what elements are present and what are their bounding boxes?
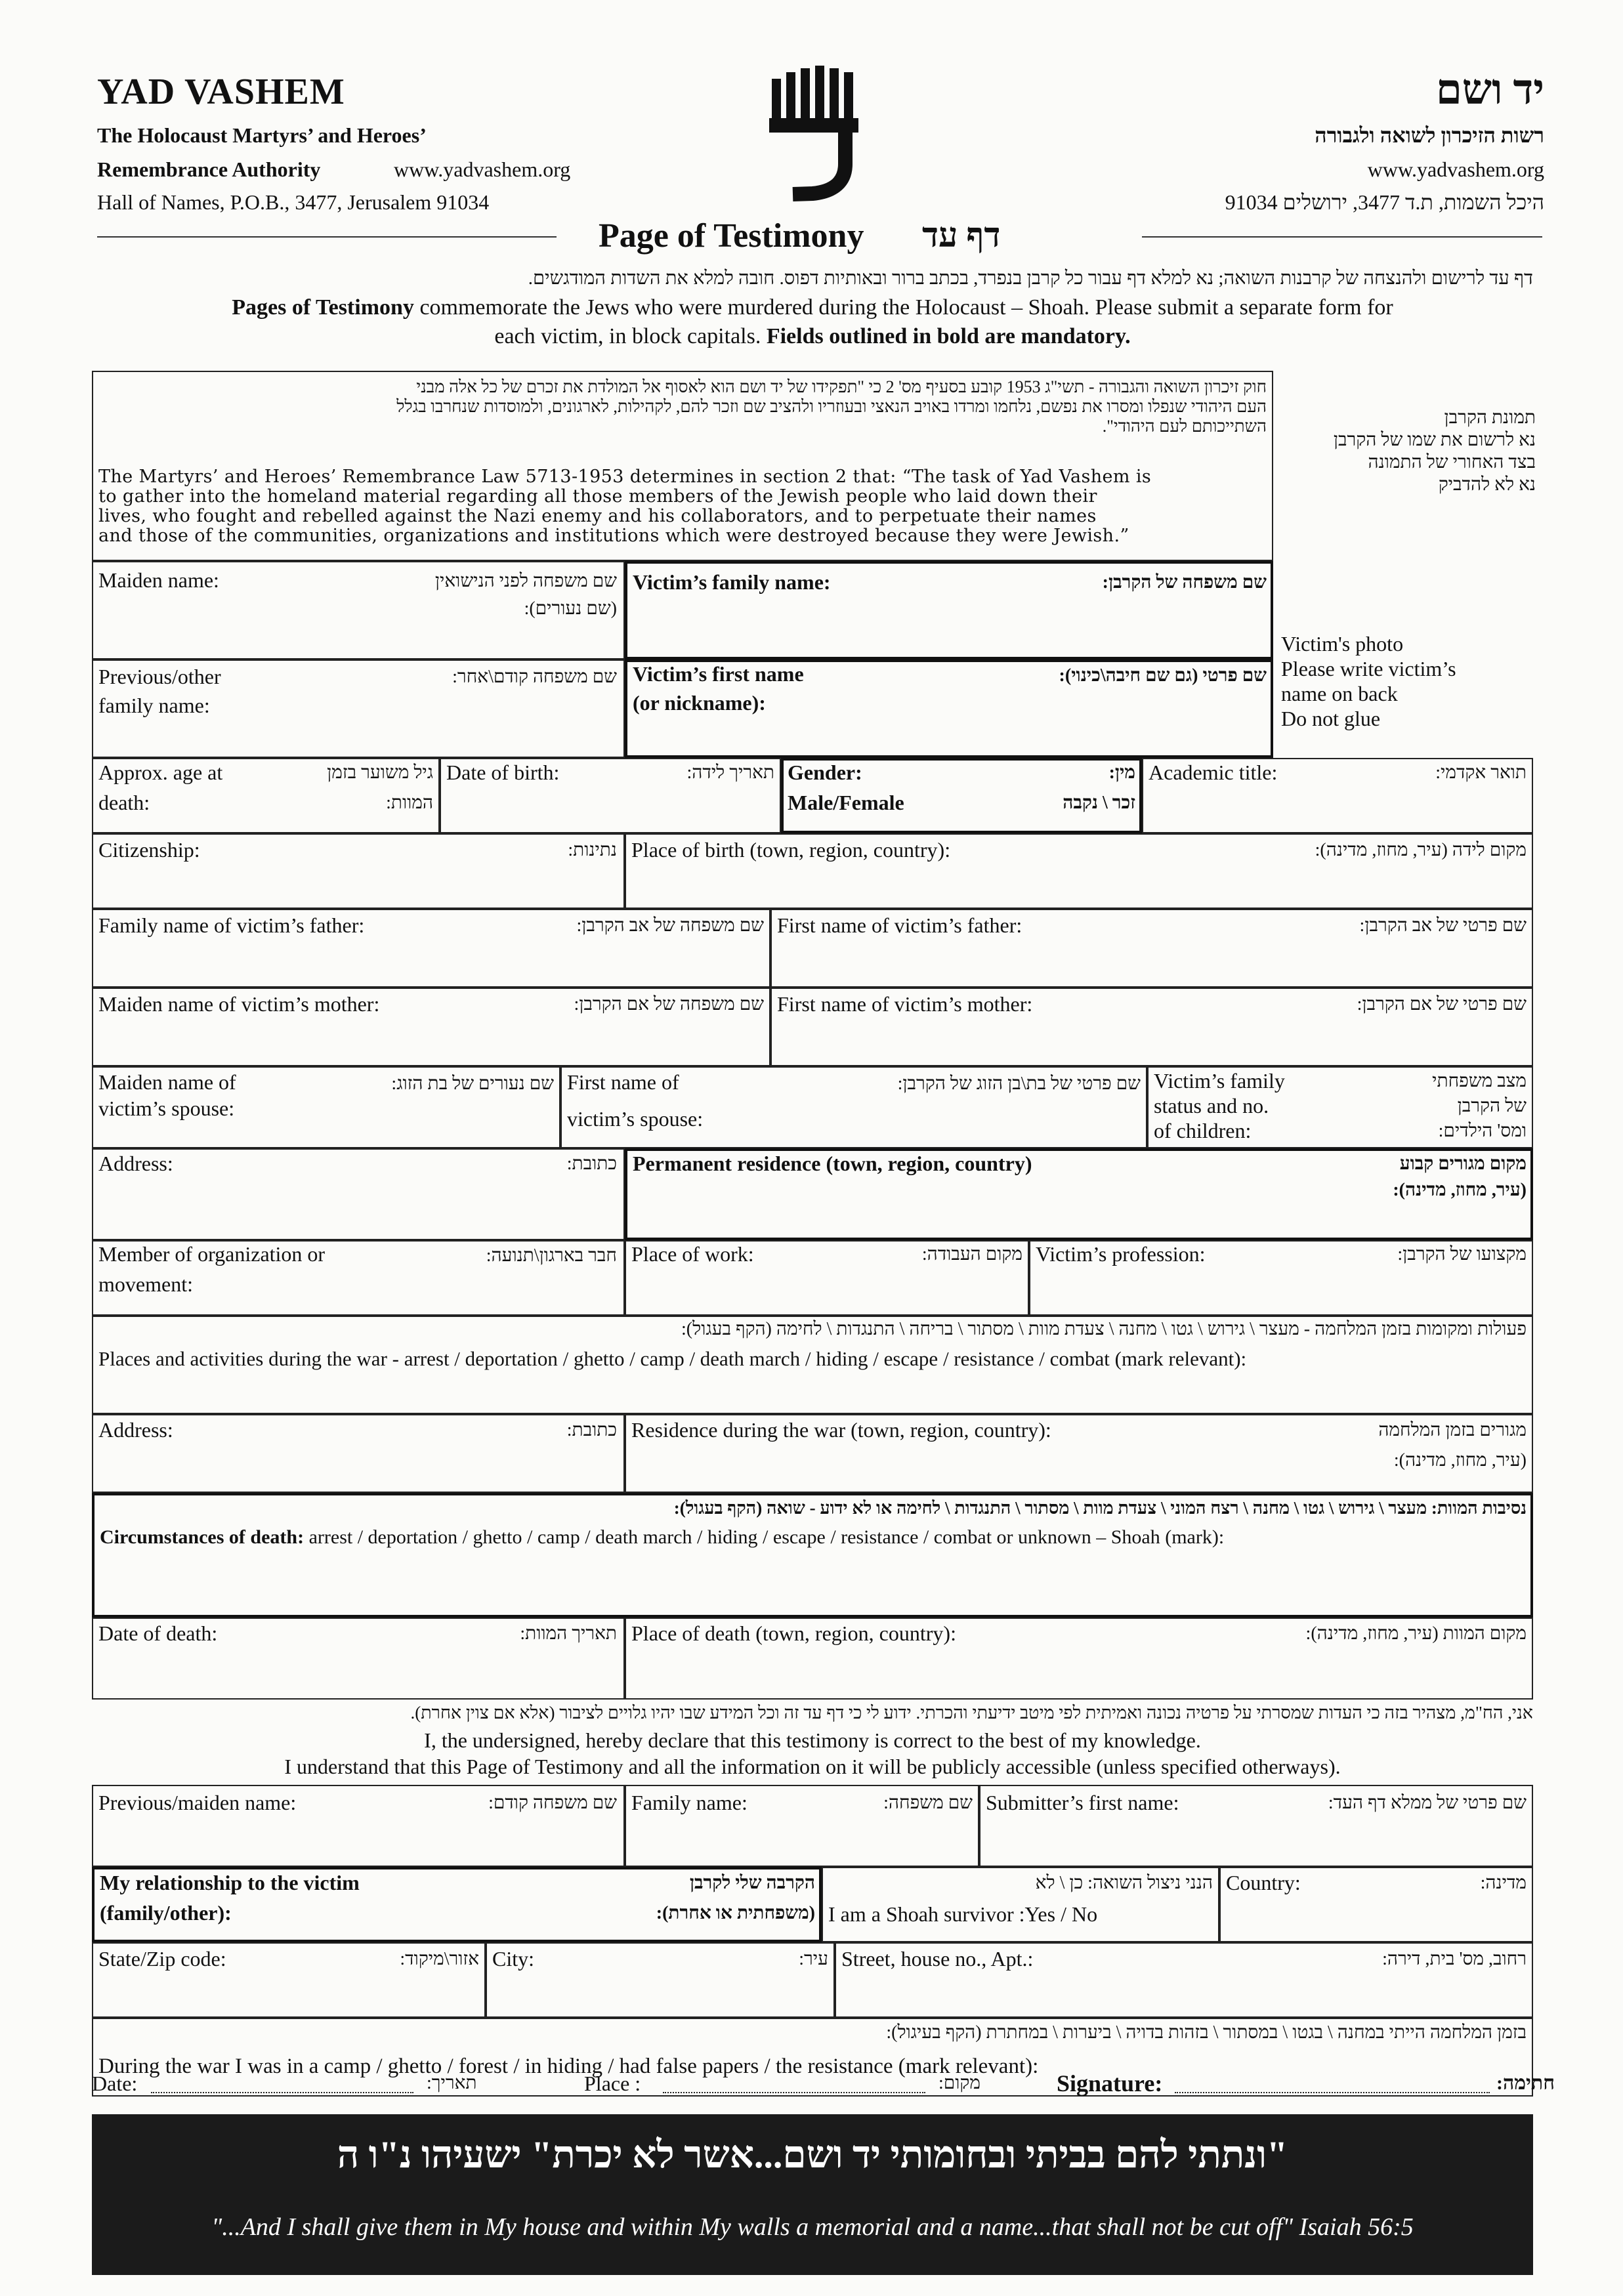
declaration-en-1: I, the undersigned, hereby declare that this testimony is correct to the best of my knowledge.: [424, 1728, 1201, 1752]
victim-first-name-label-en-1: Victim’s first name: [633, 662, 804, 686]
work-label-en: Place of work:: [631, 1242, 754, 1266]
victim-first-name-label-en-2: (or nickname):: [633, 691, 766, 715]
spouse-maiden-label-en-1: Maiden name of: [98, 1070, 236, 1094]
member-label-en-2: movement:: [98, 1272, 193, 1296]
dod-label-he: תאריך המוות:: [520, 1623, 617, 1644]
victim-first-name-label-he: שם פרטי (גם שם חיבה\כינוי):: [1059, 665, 1267, 686]
mother-first-label-he: שם פרטי של אם הקרבן:: [1357, 994, 1527, 1014]
law-he-2: העם היהודי שנפלו ומסרו את נפשם, נלחמו ומרדו באויב הנאצי ובעוזריו ולהציב שם וזכר להם, לקהילות, לארגונים, ולמוסדות שנחרבו בגלל: [396, 397, 1267, 416]
citizenship-label-he: נתינות:: [568, 840, 617, 860]
gender-label-en-2: Male/Female: [788, 791, 904, 814]
banner-quote-en: "...And I shall give them in My house and within My walls a memorial and a name...that shall not be cut off" Isaiah 56:5: [211, 2213, 1414, 2241]
sub-prev-label-en: Previous/maiden name:: [98, 1791, 297, 1814]
dob-label-en: Date of birth:: [446, 761, 560, 784]
maiden-name-label-he: שם משפחה לפני הנישואין: [434, 571, 617, 591]
law-en-3: lives, who fought and rebelled against the Nazi enemy and his collaborators, and to perpetuate their names: [98, 506, 1097, 526]
date-input-line[interactable]: [151, 2092, 413, 2093]
profession-label-en: Victim’s profession:: [1036, 1242, 1206, 1266]
place-label-he: מקום:: [938, 2073, 980, 2093]
age-label-he-2: המוות:: [386, 793, 433, 813]
city-label-en: City:: [492, 1947, 535, 1971]
work-label-he: מקום העבודה:: [921, 1244, 1022, 1264]
photo-he-1: תמונת הקרבן: [1444, 407, 1536, 428]
website-he: www.yadvashem.org: [1367, 157, 1544, 181]
declaration-he: אני, הח"מ, מצהיר בזה כי העדות שמסרתי על פרטיה נכונה ואמיתית לפי מיטב ידיעתי והכרתי. ידוע לי כי דף עד זה וכל המידע שבו יהיו גלויים לציבור (אלא אם צוין אחרת).: [410, 1703, 1533, 1722]
place-label-en: Place :: [584, 2072, 641, 2095]
academic-label-en: Academic title:: [1149, 761, 1278, 784]
maiden-name-label-he-2: (שם נעורים):: [524, 598, 617, 619]
mother-maiden-label-he: שם משפחה של אם הקרבן:: [574, 994, 764, 1014]
website-en: www.yadvashem.org: [394, 157, 571, 181]
address-en: Hall of Names, P.O.B., 3477, Jerusalem 91034: [97, 190, 490, 214]
mother-first-label-en: First name of victim’s mother:: [777, 992, 1033, 1016]
death-circ-label-en: Circumstances of death: arrest / deportation / ghetto / camp / death march / hiding / escape / resistance / combat or unknown – Shoah (mark):: [100, 1526, 1225, 1548]
sub-family-label-he: שם משפחה:: [883, 1793, 973, 1813]
age-label-en-1: Approx. age at: [98, 761, 223, 784]
victim-family-name-label-en: Victim’s family name:: [633, 570, 831, 594]
pob-label-en: Place of birth (town, region, country):: [631, 838, 951, 862]
survivor-label-en: I am a Shoah survivor :Yes / No: [828, 1902, 1098, 1926]
activities-label-he: פעולות ומקומות בזמן המלחמה - מעצר \ גירוש \ גטו \ מחנה \ צעדת מוות \ מסתור \ בריחה \ התנגדות \ לחימה (הקף בעגול):: [681, 1319, 1527, 1339]
quote-banner: [92, 2114, 1533, 2275]
photo-en-2: Please write victim’s: [1281, 657, 1456, 680]
org-subtitle-en-2: Remembrance Authority: [97, 157, 321, 181]
org-subtitle-he: רשות הזיכרון לשואה ולגבורה: [1315, 123, 1544, 147]
mother-maiden-label-en: Maiden name of victim’s mother:: [98, 992, 380, 1016]
sub-war-label-en: During the war I was in a camp / ghetto / forest / in hiding / had false papers / the resistance (mark relevant):: [98, 2055, 1039, 2078]
status-label-he-2: של הקרבן: [1457, 1096, 1527, 1116]
sub-prev-label-he: שם משפחה קודם:: [488, 1793, 617, 1813]
member-label-he: חבר בארגון\תנועה:: [486, 1245, 617, 1266]
org-name-he: יד ושם: [1435, 66, 1544, 113]
photo-he-3: בצד האחורי של התמונה: [1368, 452, 1536, 472]
pob-label-he: מקום לידה (עיר, מחוז, מדינה):: [1315, 840, 1527, 860]
photo-en-3: name on back: [1281, 682, 1398, 705]
law-en-2: to gather into the homeland material regarding all those members of the Jewish people who laid down their: [98, 486, 1097, 507]
age-label-he-1: גיל משוער בזמן: [327, 762, 433, 783]
status-label-en-1: Victim’s family: [1154, 1069, 1285, 1093]
citizenship-label-en: Citizenship:: [98, 838, 200, 862]
page-title-en: Page of Testimony: [599, 217, 864, 255]
father-first-label-he: שם פרטי של אב הקרבן:: [1359, 915, 1527, 936]
country-label-en: Country:: [1226, 1871, 1301, 1894]
intro-en-1: Pages of Testimony commemorate the Jews who were murdered during the Holocaust – Shoah. Please submit a separate form for: [232, 295, 1393, 320]
father-first-label-en: First name of victim’s father:: [777, 913, 1022, 937]
address-label-en: Address:: [98, 1152, 173, 1175]
war-address-label-he: כתובת:: [566, 1420, 617, 1440]
address-label-he: כתובת:: [566, 1154, 617, 1174]
spouse-maiden-label-en-2: victim’s spouse:: [98, 1096, 235, 1120]
academic-label-he: תואר אקדמי:: [1435, 762, 1527, 783]
perm-residence-label-he-2: (עיר, מחוז, מדינה):: [1393, 1180, 1527, 1200]
member-label-en-1: Member of organization or: [98, 1242, 326, 1266]
law-he-1: חוק זיכרון השואה והגבורה - תשי"ג 1953 קובע בסעיף מס' 2 כי "תפקידו של יד ושם הוא לאסוף אל המולדת את זכרם של כל אלה מבני: [416, 377, 1267, 396]
intro-en-2: each victim, in block capitals. Fields outlined in bold are mandatory.: [494, 324, 1131, 348]
previous-name-label-en-2: family name:: [98, 694, 210, 717]
sub-war-label-he: בזמן המלחמה הייתי במחנה \ בגטו \ במסתור \ בזהות בדויה \ ביערות \ במחתרת (הקף בעיגול):: [886, 2022, 1527, 2043]
status-label-he-1: מצב משפחתי: [1432, 1071, 1527, 1091]
sub-family-label-en: Family name:: [631, 1791, 748, 1814]
law-en-4: and those of the communities, organizations and institutions which were destroyed because they were Jewish.”: [98, 526, 1129, 546]
address-he: היכל השמות, ת.ד 3477, ירושלים 91034: [1225, 190, 1544, 214]
country-label-he: מדינה:: [1480, 1873, 1527, 1893]
pod-label-he: מקום המוות (עיר, מחוז, מדינה):: [1305, 1623, 1527, 1644]
perm-residence-label-he-1: מקום מגורים קבוע: [1399, 1154, 1527, 1174]
sub-first-label-he: שם פרטי של ממלא דף העד:: [1328, 1793, 1527, 1813]
perm-residence-label-en: Permanent residence (town, region, country): [633, 1152, 1032, 1175]
gender-label-he-1: מין:: [1108, 762, 1135, 783]
previous-name-label-he: שם משפחה קודם\אחר:: [452, 667, 617, 687]
declaration-en-2: I understand that this Page of Testimony and all the information on it will be publicly accessible (unless specified otherways).: [284, 1755, 1341, 1778]
relationship-label-en-2: (family/other):: [100, 1901, 232, 1925]
banner-quote-he: "ונתתי להם בביתי ובחומותי יד ושם...אשר לא יכרת" ישעיהו נ"ו ה: [337, 2133, 1288, 2176]
signature-label-en: Signature:: [1057, 2070, 1163, 2097]
signature-input-line[interactable]: [1175, 2092, 1490, 2093]
status-label-en-3: of children:: [1154, 1119, 1252, 1142]
org-name-en: YAD VASHEM: [97, 72, 345, 112]
victim-family-name-label-he: שם משפחה של הקרבן:: [1102, 572, 1267, 593]
war-residence-label-en: Residence during the war (town, region, country):: [631, 1418, 1051, 1442]
activities-label-en: Places and activities during the war - arrest / deportation / ghetto / camp / death march / hiding / escape / resistance / combat (mark relevant):: [98, 1347, 1247, 1370]
spouse-first-label-en-2: victim’s spouse:: [567, 1107, 704, 1131]
place-input-line[interactable]: [663, 2092, 925, 2093]
gender-label-he-2: זכר \ נקבה: [1063, 793, 1135, 813]
org-subtitle-en-1: The Holocaust Martyrs’ and Heroes’: [97, 123, 427, 147]
footer-signature-row: [92, 2067, 1555, 2097]
death-circ-label-he: נסיבות המוות: מעצר \ גירוש \ גטו \ מחנה \ רצח המוני \ צעדת מוות \ מסתור \ התנגדות \ לחימה או לא ידוע - שואה (הקף בעגול):: [673, 1498, 1527, 1518]
war-residence-label-he-1: מגורים בזמן המלחמה: [1378, 1420, 1527, 1440]
city-label-he: עיר:: [799, 1949, 828, 1969]
spouse-first-label-he: שם פרטי של בת\בן הזוג של הקרבן:: [897, 1074, 1141, 1094]
photo-en-4: Do not glue: [1281, 707, 1381, 730]
maiden-name-label-en: Maiden name:: [98, 568, 219, 592]
father-family-label-en: Family name of victim’s father:: [98, 913, 365, 937]
photo-he-4: נא לא להדביק: [1438, 474, 1536, 495]
law-he-3: השתייכותם לעם היהודי".: [1102, 417, 1267, 436]
war-residence-label-he-2: (עיר, מחוז, מדינה):: [1393, 1450, 1527, 1471]
status-label-he-3: ומס' הילדים:: [1438, 1121, 1527, 1141]
page-title-he: דף עד: [922, 217, 1001, 255]
dod-label-en: Date of death:: [98, 1621, 218, 1645]
date-label-en: Date:: [92, 2072, 138, 2095]
spouse-maiden-label-he: שם נעורים של בת הזוג:: [391, 1074, 554, 1094]
signature-label-he: חתימה:: [1496, 2072, 1555, 2094]
zip-label-en: State/Zip code:: [98, 1947, 226, 1971]
photo-en-1: Victim's photo: [1281, 632, 1404, 656]
law-en-1: The Martyrs’ and Heroes’ Remembrance Law 5713-1953 determines in section 2 that: “The task of Yad Vashem is: [98, 467, 1152, 487]
survivor-label-he: הנני ניצול השואה: כן \ לא: [1035, 1873, 1213, 1893]
father-family-label-he: שם משפחה של אב הקרבן:: [576, 915, 764, 936]
sub-first-label-en: Submitter’s first name:: [986, 1791, 1179, 1814]
relationship-label-en-1: My relationship to the victim: [100, 1871, 360, 1894]
date-label-he: תאריך:: [427, 2073, 477, 2093]
relationship-label-he-2: (משפחתית או אחרת):: [656, 1903, 815, 1923]
street-label-he: רחוב, מס' בית, דירה:: [1382, 1949, 1527, 1969]
relationship-label-he-1: הקרבה שלי לקרבן: [689, 1873, 815, 1893]
photo-he-2: נא לרשום את שמו של הקרבן: [1333, 430, 1536, 450]
status-label-en-2: status and no.: [1154, 1094, 1269, 1117]
spouse-first-label-en-1: First name of: [567, 1070, 679, 1094]
yad-vashem-logo: [767, 66, 865, 203]
dob-label-he: תאריך לידה:: [686, 762, 774, 783]
previous-name-label-en-1: Previous/other: [98, 665, 221, 688]
zip-label-he: אזור\מיקוד:: [400, 1949, 479, 1969]
gender-label-en-1: Gender:: [788, 761, 862, 784]
pod-label-en: Place of death (town, region, country):: [631, 1621, 956, 1645]
street-label-en: Street, house no., Apt.:: [841, 1947, 1034, 1971]
profession-label-he: מקצועו של הקרבן:: [1397, 1244, 1527, 1264]
age-label-en-2: death:: [98, 791, 150, 814]
war-address-label-en: Address:: [98, 1418, 173, 1442]
intro-he: דף עד לרישום ולהנצחה של קרבנות השואה; נא למלא דף עבור כל קרבן בנפרד, בכתב ברור ובאותיות דפוס. חובה למלא את השדות המודגשים.: [528, 268, 1533, 289]
